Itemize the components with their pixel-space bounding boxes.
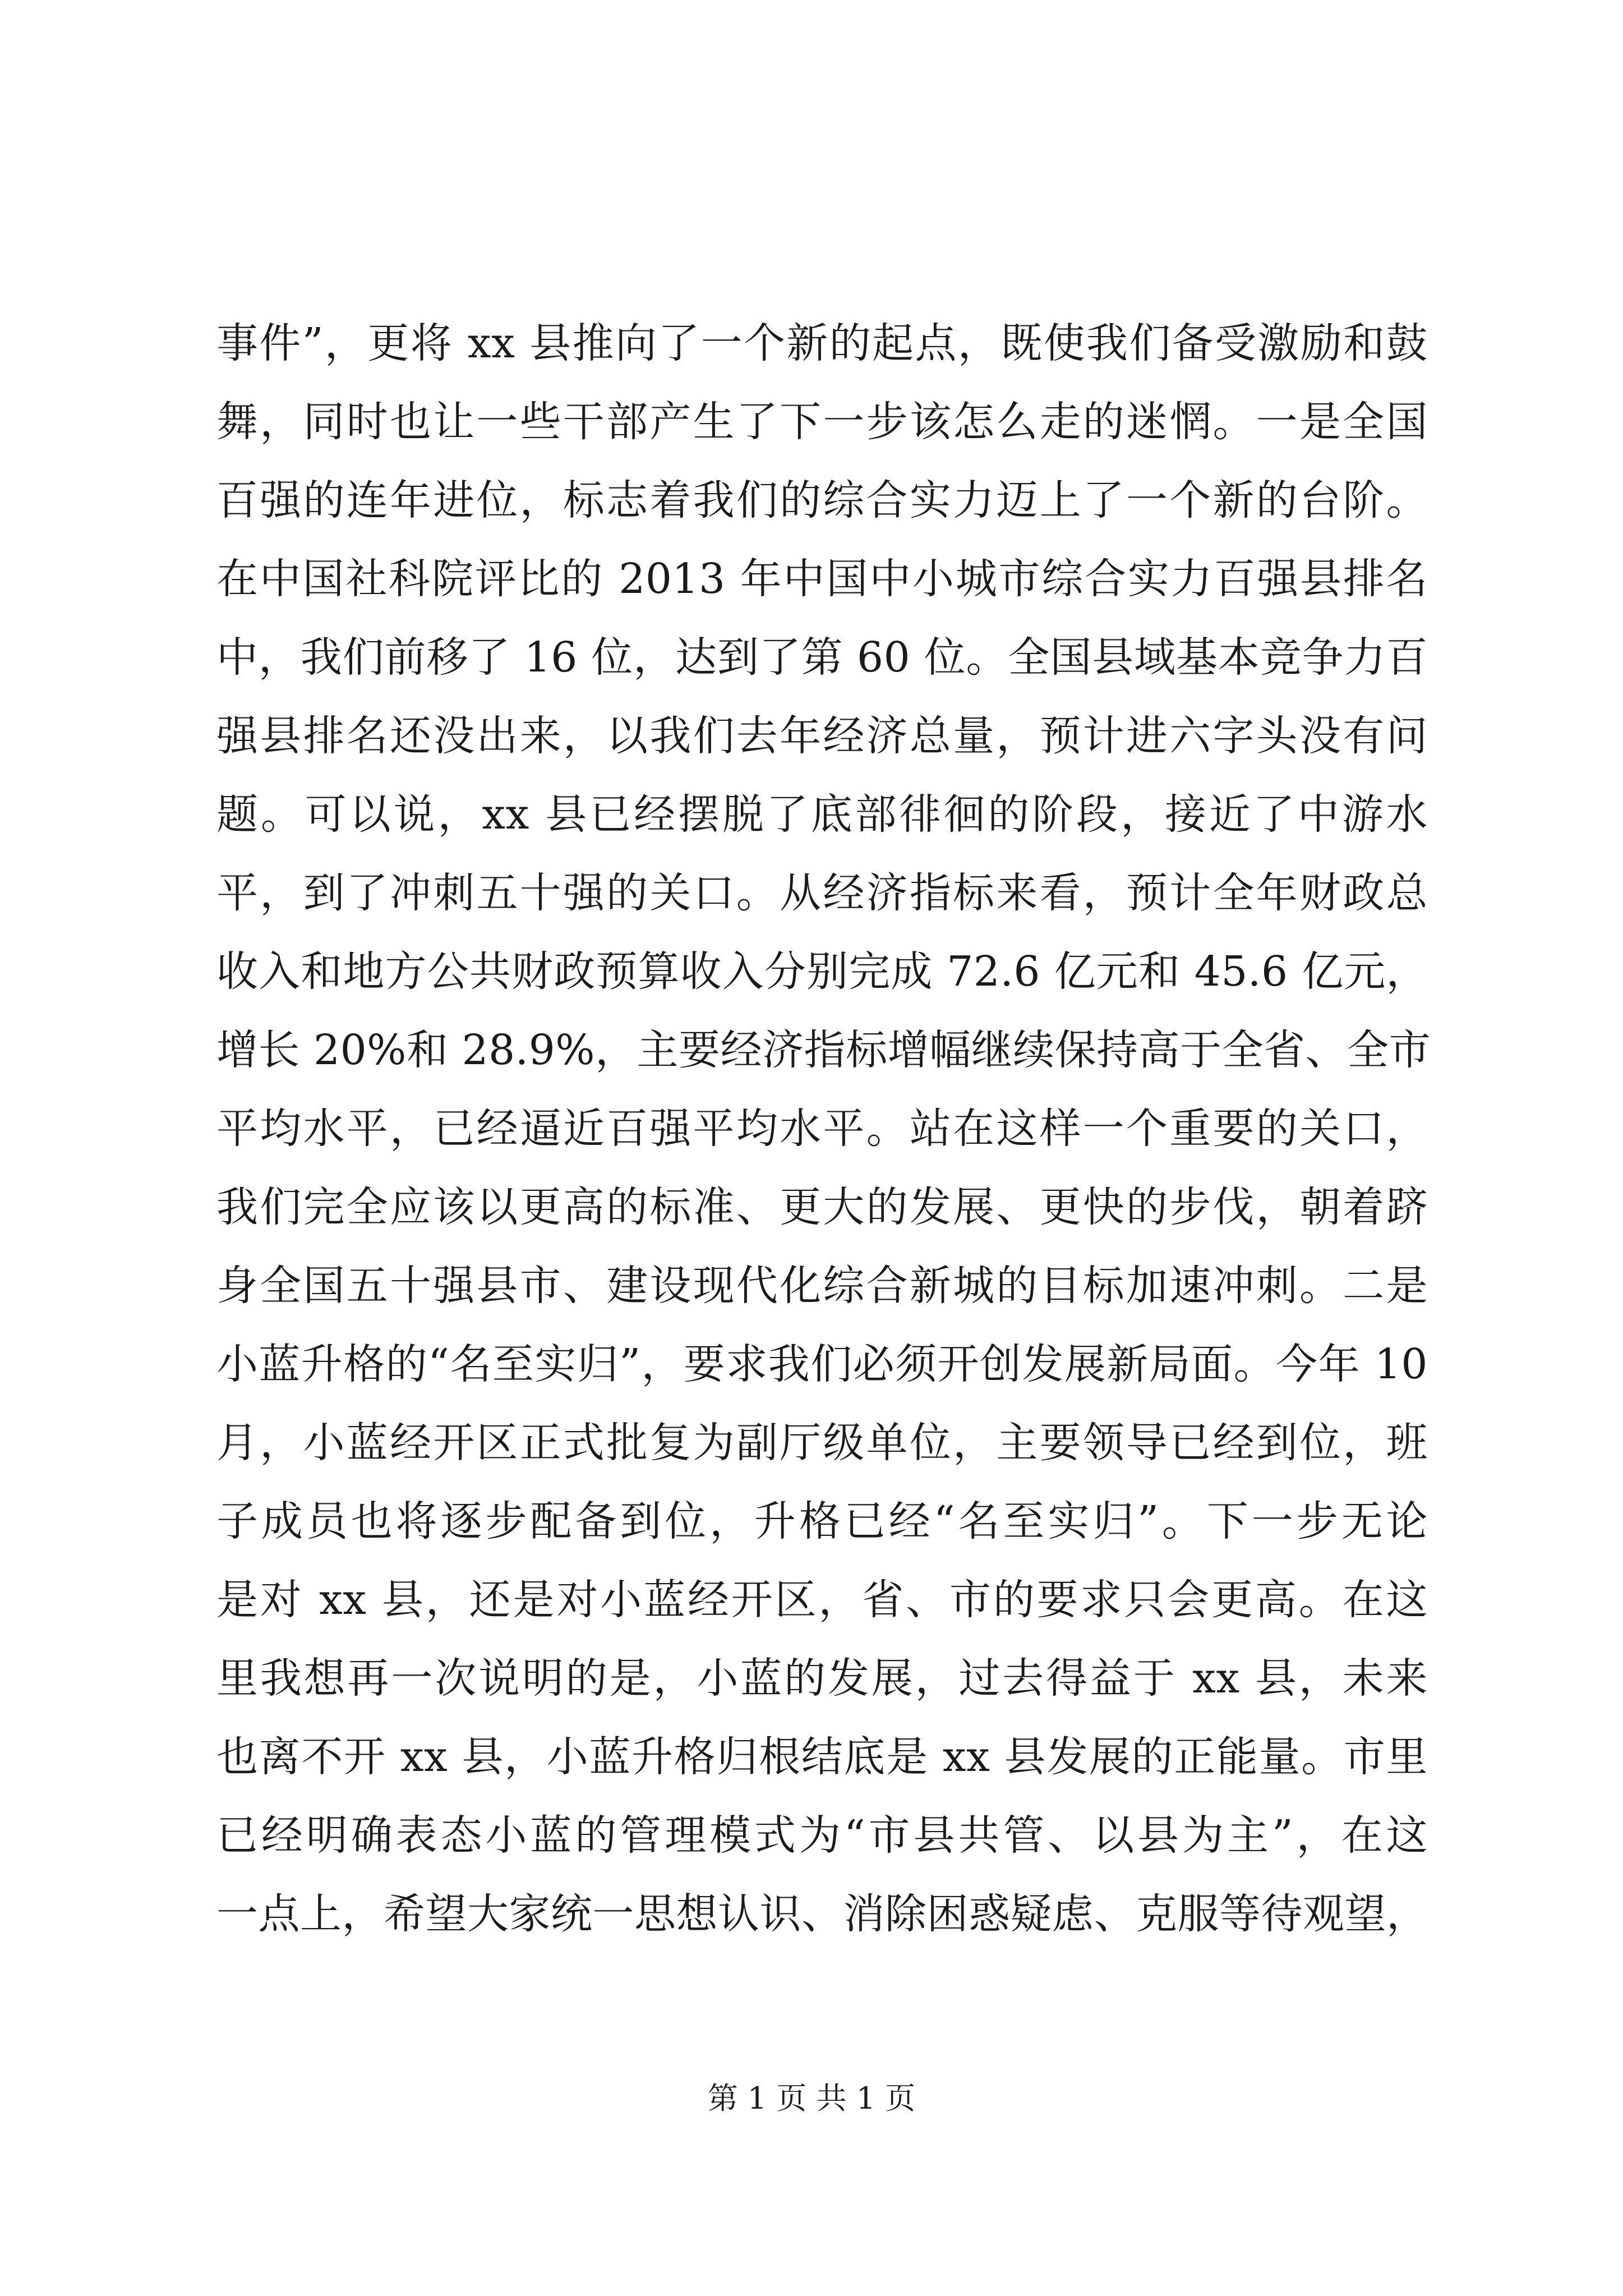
text-line: 月，小蓝经开区正式批复为副厅级单位，主要领导已经到位，班 — [216, 1419, 1428, 1467]
text-line: 平，到了冲刺五十强的关口。从经济指标来看，预计全年财政总 — [216, 869, 1428, 917]
text-line: 事件”，更将 xx 县推向了一个新的起点，既使我们备受激励和鼓 — [216, 319, 1428, 367]
text-line: 也离不开 xx 县，小蓝升格归根结底是 xx 县发展的正能量。市里 — [216, 1733, 1428, 1781]
text-line: 百强的连年进位，标志着我们的综合实力迈上了一个新的台阶。 — [216, 476, 1428, 524]
text-line: 一点上，希望大家统一思想认识、消除困惑疑虑、克服等待观望， — [216, 1890, 1428, 1938]
text-line: 在中国社科院评比的 2013 年中国中小城市综合实力百强县排名 — [216, 555, 1428, 603]
text-line: 是对 xx 县，还是对小蓝经开区，省、市的要求只会更高。在这 — [216, 1576, 1428, 1624]
text-line: 身全国五十强县市、建设现代化综合新城的目标加速冲刺。二是 — [216, 1262, 1428, 1310]
text-line: 已经明确表态小蓝的管理模式为“市县共管、以县为主”，在这 — [216, 1811, 1428, 1860]
text-line: 中，我们前移了 16 位，达到了第 60 位。全国县域基本竞争力百 — [216, 633, 1428, 682]
text-line: 题。可以说，xx 县已经摆脱了底部徘徊的阶段，接近了中游水 — [216, 790, 1428, 839]
page-number-footer: 第 1 页 共 1 页 — [707, 2081, 916, 2116]
body-paragraph — [216, 304, 1431, 1953]
text-line: 舞，同时也让一些干部产生了下一步该怎么走的迷惘。一是全国 — [216, 398, 1428, 446]
text-line: 增长 20%和 28.9%，主要经济指标增幅继续保持高于全省、全市 — [216, 1026, 1431, 1074]
text-line: 平均水平，已经逼近百强平均水平。站在这样一个重要的关口， — [216, 1105, 1428, 1153]
text-line: 我们完全应该以更高的标准、更大的发展、更快的步伐，朝着跻 — [216, 1183, 1428, 1231]
text-line: 收入和地方公共财政预算收入分别完成 72.6 亿元和 45.6 亿元， — [216, 947, 1428, 996]
text-line: 强县排名还没出来，以我们去年经济总量，预计进六字头没有问 — [216, 712, 1428, 760]
text-line: 小蓝升格的“名至实归”，要求我们必须开创发展新局面。今年 10 — [216, 1340, 1428, 1388]
text-line: 里我想再一次说明的是，小蓝的发展，过去得益于 xx 县，未来 — [216, 1654, 1428, 1703]
text-line: 子成员也将逐步配备到位，升格已经“名至实归”。下一步无论 — [216, 1497, 1428, 1545]
